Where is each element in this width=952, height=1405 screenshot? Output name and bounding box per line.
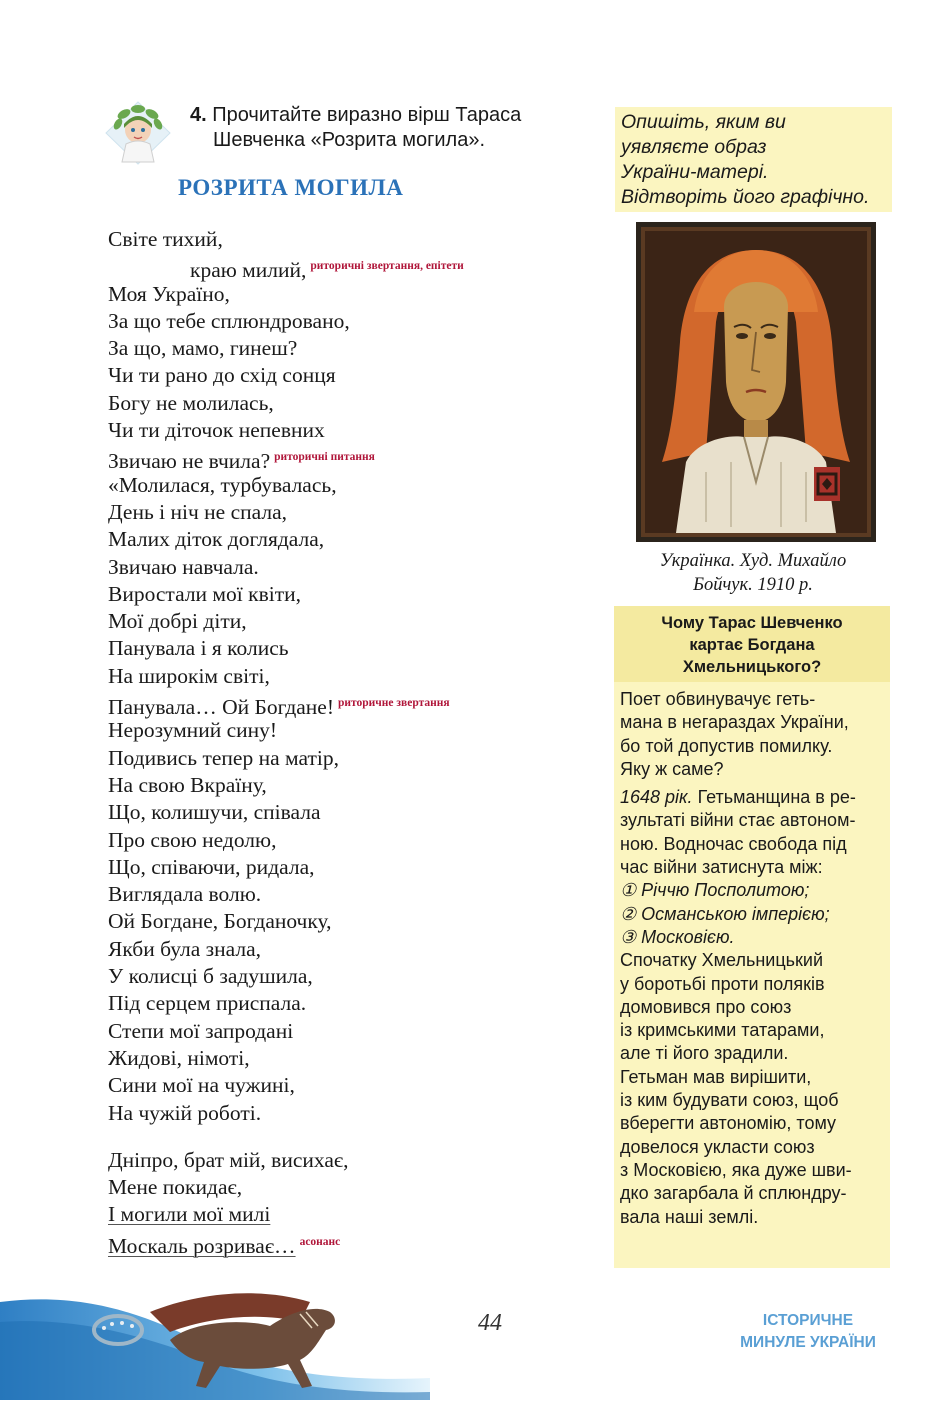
drawing-task-line: уявляєте образ xyxy=(621,136,767,158)
mascot-girl-icon xyxy=(104,100,172,166)
poem-line: Богу не молилась, xyxy=(108,390,274,415)
info-line: Яку ж саме? xyxy=(620,758,724,779)
poem-line: Дніпро, брат мій, висихає, xyxy=(108,1147,349,1172)
info-list-item: ③ Московією. xyxy=(620,926,735,947)
poem-line: У колисці б задушила, xyxy=(108,964,313,989)
poem-line: Про свою недолю, xyxy=(108,827,277,852)
drawing-task-line: Відтворіть його графічно. xyxy=(621,186,870,208)
info-line: дко загарбала й сплюндру- xyxy=(620,1183,847,1204)
poem-title: РОЗРИТА МОГИЛА xyxy=(178,175,404,200)
info-line xyxy=(620,786,884,809)
poem-line-text: краю милий, xyxy=(190,258,307,283)
poem-line xyxy=(108,253,588,283)
poem-line-underlined: І могили мої милі xyxy=(108,1202,271,1227)
task-text-line1: Прочитайте виразно вірш Тараса xyxy=(212,104,522,126)
info-line: Гетьман мав вирішити, xyxy=(620,1066,812,1087)
info-line: Поет обвинувачує геть- xyxy=(620,689,816,709)
info-line: зультаті війни стає автоном- xyxy=(620,810,856,831)
task-4-instruction xyxy=(190,103,530,153)
task-text-line2: Шевченка «Розрита могила». xyxy=(213,129,486,151)
info-title-line: Хмельницького? xyxy=(682,658,822,676)
poem-line: Чи ти рано до схід сонця xyxy=(108,363,336,388)
poem-line: Виглядала волю. xyxy=(108,882,262,907)
poem-line: Жидові, німоті, xyxy=(108,1045,250,1070)
poem-line: На чужій роботі. xyxy=(108,1100,262,1125)
poem-line-underlined: Москаль розриває… xyxy=(108,1233,296,1258)
poem-line: Панувала і я колись xyxy=(108,636,289,661)
poem-line-text: Панувала… Ой Богдане! xyxy=(108,695,335,720)
task-number: 4. xyxy=(190,104,207,126)
poem-line: День і ніч не спала, xyxy=(108,499,288,524)
info-line: вберегти автономію, тому xyxy=(620,1113,837,1134)
painting-caption xyxy=(612,549,894,597)
info-line: домовився про союз xyxy=(620,996,792,1017)
poem-line: Світе тихий, xyxy=(108,227,223,251)
info-line: бо той допустив помилку. xyxy=(620,735,833,756)
drawing-task-line: Опишіть, яким ви xyxy=(621,111,786,133)
footer-horse-rider-illustration xyxy=(0,1282,430,1400)
info-list-item: ① Річчю Посполитою; xyxy=(620,880,810,901)
info-paragraph xyxy=(620,786,884,1229)
poem-line: Під серцем приспала. xyxy=(108,991,307,1016)
info-paragraph xyxy=(620,688,884,781)
poem-line: Якби була знала, xyxy=(108,936,262,961)
poem-line: Що, співаючи, ридала, xyxy=(108,854,315,879)
poem-line: Мене покидає, xyxy=(108,1175,243,1200)
drawing-task-box xyxy=(615,107,892,212)
poem-line: Чи ти діточок непевних xyxy=(108,418,325,443)
poem-line: На свою Вкраїну, xyxy=(108,772,267,797)
info-box-title xyxy=(614,606,890,682)
section-title-line: МИНУЛЕ УКРАЇНИ xyxy=(740,1334,876,1351)
poem-line xyxy=(108,690,588,720)
poem-line: На широкім світі, xyxy=(108,663,270,688)
info-line: із ким будувати союз, щоб xyxy=(620,1090,839,1111)
poem-line: Що, колишучи, співала xyxy=(108,800,321,825)
info-title-line: картає Богдана xyxy=(689,636,815,654)
drawing-task-line: України-матері. xyxy=(621,161,769,183)
poem-line: Мої добрі діти, xyxy=(108,609,247,634)
info-line: довелося укласти союз xyxy=(620,1136,815,1157)
poem-line: «Молилася, турбувалась, xyxy=(108,472,337,497)
annotation-rhetorical-address: риторичне звертання xyxy=(338,697,450,710)
info-list-item: ② Османською імперією; xyxy=(620,903,830,924)
info-line-text: Гетьманщина в ре- xyxy=(692,787,856,808)
annotation-rhetorical-address-epithets: риторичні звертання, епітети xyxy=(310,260,464,273)
poem-line: Малих діток доглядала, xyxy=(108,527,325,552)
painting-ukrainka-image xyxy=(636,222,876,542)
poem-text xyxy=(108,226,588,1256)
info-line: час війни затиснута між: xyxy=(620,857,823,878)
poem-line: Нерозумний сину! xyxy=(108,718,278,743)
info-line: з Московією, яка дуже шви- xyxy=(620,1159,852,1180)
info-year: 1648 рік. xyxy=(620,787,693,808)
info-line: вала наші землі. xyxy=(620,1206,759,1227)
poem-line: Ой Богдане, Богданочку, xyxy=(108,909,332,934)
annotation-rhetorical-questions: риторичні питання xyxy=(274,451,375,464)
info-box-khmelnytsky xyxy=(614,606,890,1268)
poem-line xyxy=(108,444,588,474)
info-line: мана в негараздах України, xyxy=(620,712,849,733)
poem-line: Моя Україно, xyxy=(108,281,230,306)
info-line: Спочатку Хмельницький xyxy=(620,950,824,971)
poem-line xyxy=(108,1229,588,1256)
poem-line: За що, мамо, гинеш? xyxy=(108,336,298,361)
poem-line: Подивись тепер на матір, xyxy=(108,745,339,770)
section-title xyxy=(733,1310,883,1354)
poem-line: За що тебе сплюндровано, xyxy=(108,308,350,333)
poem-line: Степи мої запродані xyxy=(108,1018,294,1043)
caption-line: Бойчук. 1910 р. xyxy=(693,575,813,595)
info-box-body xyxy=(614,682,890,1229)
annotation-assonance: асонанс xyxy=(299,1235,341,1248)
poem-line: Звичаю навчала. xyxy=(108,554,259,579)
poem-line: Виростали мої квіти, xyxy=(108,581,301,606)
info-line: ною. Водночас свобода під xyxy=(620,833,847,854)
info-line: у боротьбі проти поляків xyxy=(620,973,825,994)
section-title-line: ІСТОРИЧНЕ xyxy=(762,1312,854,1329)
poem-line: Сини мої на чужині, xyxy=(108,1073,295,1098)
info-title-line: Чому Тарас Шевченко xyxy=(661,614,843,632)
page-number: 44 xyxy=(478,1310,502,1336)
info-line: із кримськими татарами, xyxy=(620,1020,825,1041)
info-line: але ті його зрадили. xyxy=(620,1043,789,1064)
caption-line: Українка. Худ. Михайло xyxy=(659,551,847,571)
poem-line-text: Звичаю не вчила? xyxy=(108,449,271,474)
